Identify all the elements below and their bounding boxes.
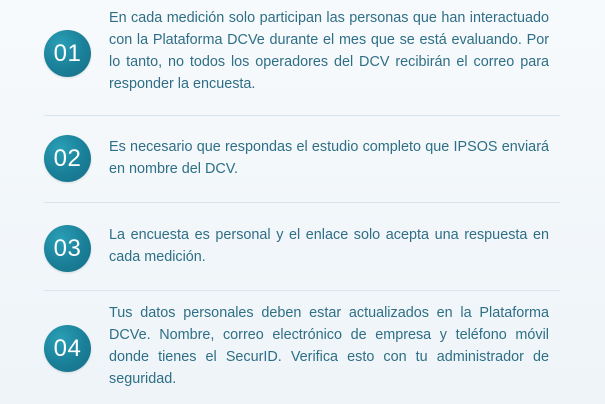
step-description: En cada medición solo participan las personas que han interactuado con la Plataforma DCVe durante el mes que se está evaluando. Por lo tanto, no todos los operadores del DCV recibirán el correo para responder la encuesta. — [109, 10, 549, 92]
step-number-badge: 03 — [44, 225, 91, 272]
step-description: La encuesta es personal y el enlace solo acepta una respuesta en cada medición. — [109, 227, 549, 265]
step-number-badge: 01 — [44, 30, 91, 77]
step-number-badge: 02 — [44, 135, 91, 182]
step-number-badge: 04 — [44, 325, 91, 372]
divider — [44, 290, 560, 291]
list-item — [44, 204, 562, 290]
list-item — [44, 116, 562, 200]
list-item — [44, 292, 562, 404]
list-item — [44, 0, 562, 110]
divider — [44, 202, 560, 203]
step-description: Es necesario que respondas el estudio completo que IPSOS enviará en nombre del DCV. — [109, 139, 549, 177]
step-description: Tus datos personales deben estar actualizados en la Plataforma DCVe. Nombre, correo electrónico de empresa y teléfono móvil donde tienes el SecurID. Verifica esto con tu administrador de seguridad. — [109, 305, 549, 387]
